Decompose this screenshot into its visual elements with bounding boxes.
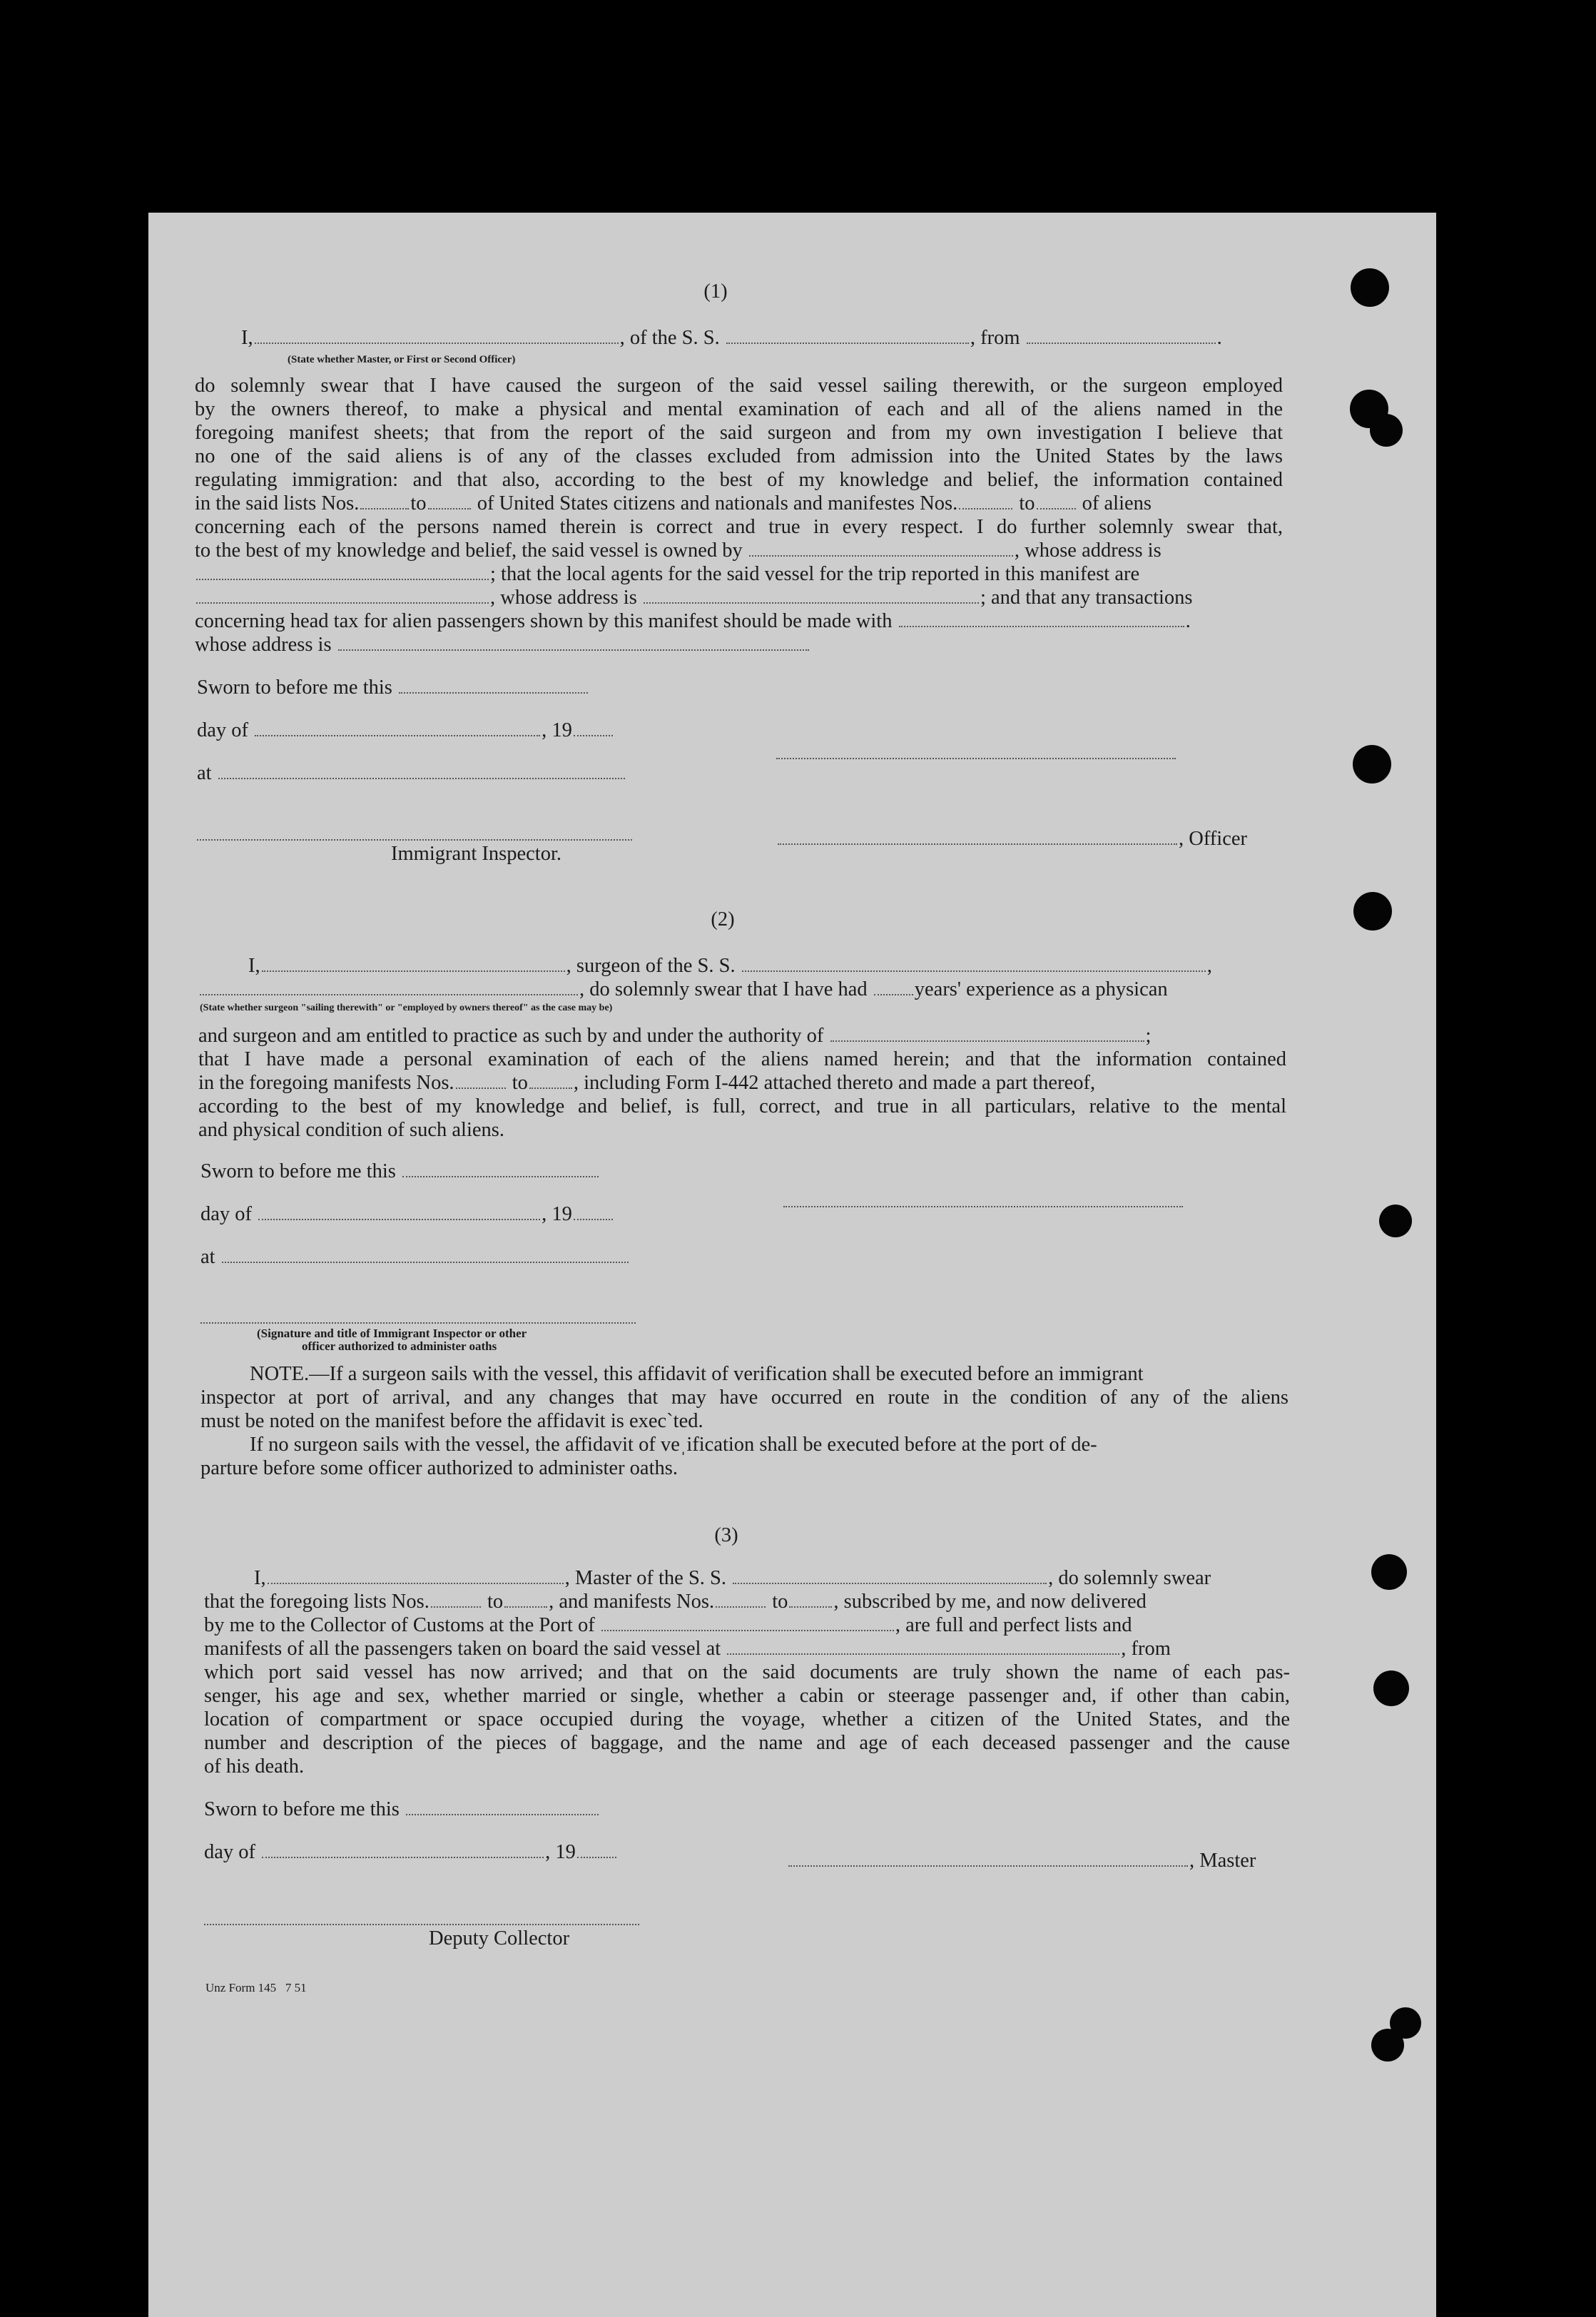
signature-line[interactable] bbox=[776, 758, 1176, 759]
s3-sworn-month-field[interactable] bbox=[262, 1841, 544, 1858]
s1-at: at bbox=[197, 762, 626, 785]
s2-surgeon-note: (State whether surgeon "sailing therewith" or "employed by owners thereof" as the case may be) bbox=[200, 1003, 613, 1013]
s3-sworn-day-field[interactable] bbox=[406, 1798, 599, 1815]
s2-sworn-month-field[interactable] bbox=[258, 1203, 540, 1220]
s2-signature-caption-2: officer authorized to administer oaths bbox=[302, 1339, 497, 1353]
s1-line-12: concerning head tax for alien passengers shown by this manifest should be made with . bbox=[195, 610, 1191, 632]
authority-field[interactable] bbox=[830, 1025, 1144, 1042]
s2-line-6: according to the best of my knowledge and belief, is full, correct, and true in all particulars, relative to the mental bbox=[198, 1095, 1286, 1117]
s1-body-line: do solemnly swear that I have caused the surgeon of the said vessel sailing therewith, or the surgeon employed bbox=[195, 375, 1283, 397]
s2-line-4: that I have made a personal examination of each of the aliens named herein; and that the information contained bbox=[198, 1048, 1286, 1070]
s2-note-line: NOTE.—If a surgeon sails with the vessel, this affidavit of verification shall be executed before an immigrant bbox=[250, 1363, 1144, 1385]
from-port-field[interactable] bbox=[1027, 327, 1216, 344]
s1-body-line: by the owners thereof, to make a physical and mental examination of each and all of the aliens named in the bbox=[195, 398, 1283, 420]
s2-note-line: parture before some officer authorized to administer oaths. bbox=[200, 1457, 678, 1479]
s3-body-line: senger, his age and sex, whether married or single, whether a cabin or steerage passenger and, if other than cabin, bbox=[204, 1685, 1290, 1707]
s1-body-line: no one of the said aliens is of any of the classes excluded from admission into the United States by the laws bbox=[195, 445, 1283, 467]
manifests-to-field[interactable] bbox=[1037, 492, 1076, 509]
s2-sworn-day-field[interactable] bbox=[402, 1160, 599, 1177]
agents-address-field[interactable] bbox=[644, 587, 979, 604]
s3-lists-from-field[interactable] bbox=[431, 1591, 481, 1608]
head-tax-agent-field[interactable] bbox=[899, 610, 1184, 627]
s3-line-3: by me to the Collector of Customs at the Port of , are full and perfect lists and bbox=[204, 1614, 1132, 1636]
s2-note-line: If no surgeon sails with the vessel, the affidavit of veˌification shall be executed before at the port of de- bbox=[250, 1434, 1097, 1456]
lists-to-field[interactable] bbox=[428, 492, 471, 509]
s2-line-7: and physical condition of such aliens. bbox=[198, 1119, 504, 1141]
manifests-from-field[interactable] bbox=[959, 492, 1012, 509]
s1-line-7: in the said lists Nos. to of United States citizens and nationals and manifestes Nos. to of aliens bbox=[195, 492, 1152, 514]
s2-signature-caption-1: (Signature and title of Immigrant Inspector or other bbox=[257, 1327, 527, 1340]
s2-dayof: day of , 19 bbox=[200, 1203, 614, 1226]
punch-hole bbox=[1351, 268, 1389, 307]
punch-hole bbox=[1370, 414, 1403, 447]
s1-body-line: regulating immigration: and that also, according to the best of my knowledge and belief, the information contained bbox=[195, 469, 1283, 491]
s3-line-4: manifests of all the passengers taken on board the said vessel at , from bbox=[204, 1638, 1171, 1660]
s1-line-13: whose address is bbox=[195, 634, 810, 656]
surgeon-manifest-from-field[interactable] bbox=[456, 1072, 506, 1089]
surgeon-manifest-to-field[interactable] bbox=[529, 1072, 572, 1089]
s2-inspector-signature-line[interactable] bbox=[200, 1322, 636, 1324]
deputy-signature-line[interactable] bbox=[204, 1924, 639, 1925]
s1-officer-note: (State whether Master, or First or Second Officer) bbox=[288, 354, 516, 365]
s1-line-1: I, , of the S. S. , from . bbox=[241, 327, 1222, 349]
s3-line-2: that the foregoing lists Nos. to , and manifests Nos. to , subscribed by me, and now delivered bbox=[204, 1591, 1147, 1613]
s1-dayof: day of , 19 bbox=[197, 719, 614, 742]
s2-note-line: inspector at port of arrival, and any changes that may have occurred en route in the condition of any of the aliens bbox=[200, 1386, 1289, 1409]
s2-sworn-year-field[interactable] bbox=[574, 1203, 613, 1220]
s3-manifests-to-field[interactable] bbox=[789, 1591, 832, 1608]
s1-line-8: concerning each of the persons named therein is correct and true in every respect. I do further solemnly swear that, bbox=[195, 516, 1283, 538]
s1-officer: , Officer bbox=[776, 828, 1247, 851]
s2-sworn: Sworn to before me this bbox=[200, 1160, 600, 1183]
vessel-field[interactable] bbox=[726, 327, 969, 344]
sworn-day-field[interactable] bbox=[399, 676, 588, 694]
boarding-port-field[interactable] bbox=[727, 1638, 1119, 1655]
surgeon-signature-line[interactable] bbox=[783, 1206, 1183, 1207]
s3-deputy-title: Deputy Collector bbox=[429, 1927, 570, 1950]
s3-master: , Master bbox=[787, 1850, 1256, 1872]
punch-hole bbox=[1379, 1205, 1412, 1237]
s2-line-1: I, , surgeon of the S. S. , bbox=[248, 955, 1212, 977]
s3-body-line: number and description of the pieces of baggage, and the name and age of each deceased passenger and the cause bbox=[204, 1732, 1290, 1754]
years-experience-field[interactable] bbox=[874, 978, 913, 995]
master-name-field[interactable] bbox=[268, 1567, 564, 1584]
lists-from-field[interactable] bbox=[360, 492, 409, 509]
sworn-place-field[interactable] bbox=[218, 762, 625, 779]
punch-hole bbox=[1353, 745, 1391, 784]
s1-line-11: , whose address is ; and that any transactions bbox=[195, 587, 1193, 609]
surgeon-status-field[interactable] bbox=[200, 978, 578, 995]
s3-line-9: of his death. bbox=[204, 1755, 305, 1778]
form-sheet bbox=[148, 213, 1436, 2317]
section-1-number: (1) bbox=[703, 280, 728, 303]
sworn-month-field[interactable] bbox=[255, 719, 540, 736]
s3-sworn: Sworn to before me this bbox=[204, 1798, 600, 1821]
s3-manifests-from-field[interactable] bbox=[716, 1591, 766, 1608]
s1-body-line: foregoing manifest sheets; that from the report of the said surgeon and from my own investigation I believe that bbox=[195, 422, 1283, 444]
s1-line-10: ; that the local agents for the said vessel for the trip reported in this manifest are bbox=[195, 563, 1139, 586]
master-signature-field[interactable] bbox=[788, 1850, 1188, 1867]
surgeon-name-field[interactable] bbox=[262, 955, 565, 972]
officer-signature-field[interactable] bbox=[778, 828, 1177, 845]
surgeon-vessel-field[interactable] bbox=[742, 955, 1206, 972]
s2-line-2: , do solemnly swear that I have had years' experience as a physican bbox=[198, 978, 1168, 1001]
s1-inspector-title: Immigrant Inspector. bbox=[391, 843, 562, 865]
sworn-year-field[interactable] bbox=[574, 719, 613, 736]
s3-body-line: which port said vessel has now arrived; and that on the said documents are truly shown the name of each pas- bbox=[204, 1661, 1290, 1683]
master-vessel-field[interactable] bbox=[733, 1567, 1047, 1584]
agents-field[interactable] bbox=[196, 587, 489, 604]
form-identifier: Unz Form 145 7 51 bbox=[205, 1981, 307, 1994]
s3-dayof: day of , 19 bbox=[204, 1841, 618, 1864]
s2-line-5: in the foregoing manifests Nos. to , including Form I-442 attached thereto and made a part thereof, bbox=[198, 1072, 1096, 1094]
s2-at: at bbox=[200, 1246, 630, 1269]
head-tax-address-field[interactable] bbox=[338, 634, 809, 651]
s3-body-line: location of compartment or space occupied during the voyage, whether a citizen of the United States, and the bbox=[204, 1708, 1290, 1730]
punch-hole bbox=[1371, 2029, 1404, 2062]
s2-note-line: must be noted on the manifest before the affidavit is execˋted. bbox=[200, 1410, 703, 1432]
owner-field[interactable] bbox=[749, 539, 1013, 557]
punch-hole bbox=[1353, 892, 1392, 931]
inspector-signature-line[interactable] bbox=[197, 839, 632, 841]
collector-port-field[interactable] bbox=[601, 1614, 894, 1631]
officer-name-field[interactable] bbox=[255, 327, 619, 344]
punch-hole bbox=[1373, 1670, 1409, 1706]
section-3-number: (3) bbox=[714, 1524, 738, 1546]
section-2-number: (2) bbox=[711, 908, 735, 931]
s3-line-1: I, , Master of the S. S. , do solemnly swear bbox=[254, 1567, 1211, 1589]
s1-line-9: to the best of my knowledge and belief, the said vessel is owned by , whose address is bbox=[195, 539, 1162, 562]
s2-sworn-place-field[interactable] bbox=[222, 1246, 629, 1263]
s2-line-3: and surgeon and am entitled to practice as such by and under the authority of ; bbox=[198, 1025, 1152, 1047]
s3-sworn-year-field[interactable] bbox=[577, 1841, 616, 1858]
s3-lists-to-field[interactable] bbox=[504, 1591, 547, 1608]
owner-address-field[interactable] bbox=[196, 563, 489, 580]
s1-sworn: Sworn to before me this bbox=[197, 676, 589, 699]
punch-hole bbox=[1371, 1554, 1407, 1590]
